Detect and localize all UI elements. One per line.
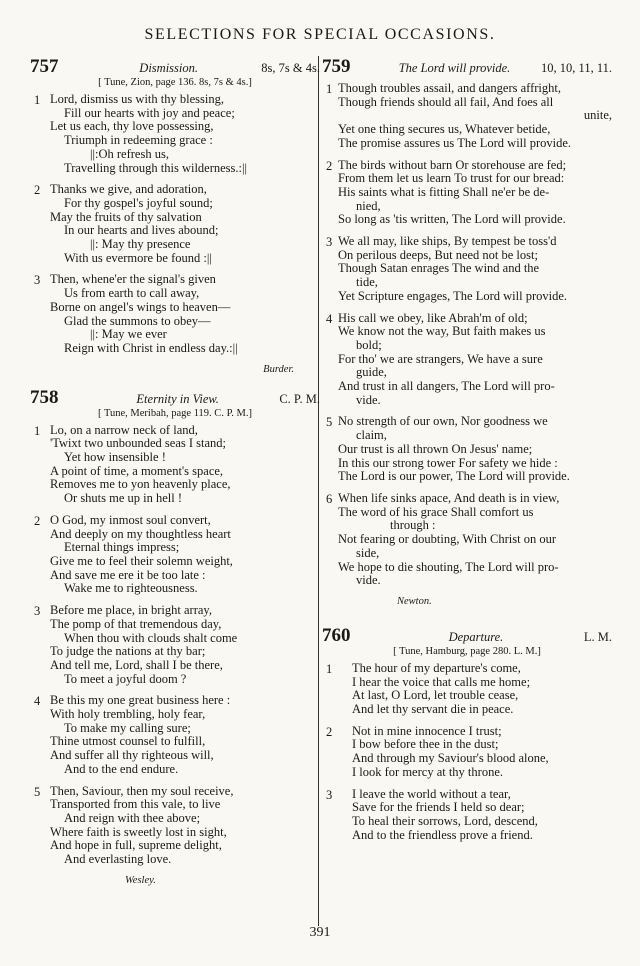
verse (322, 788, 612, 843)
verse-line: The word of his grace Shall comfort us (338, 504, 534, 519)
verse-number: 3 (34, 273, 41, 288)
verse (30, 604, 320, 686)
verse-line: When life sinks apace, And death is in view, (338, 490, 560, 505)
verse-line: No strength of our own, Nor goodness we (338, 414, 548, 429)
tune-reference: [ Tune, Meribah, page 119. C. P. M.] (98, 407, 252, 419)
verse-line: The hour of my departure's come, (352, 660, 521, 675)
verse-line: And tell me, Lord, shall I be there, (50, 657, 223, 672)
verse-line: And reign with thee above; (64, 810, 201, 825)
verse-line: A point of time, a moment's space, (50, 463, 224, 478)
verse (30, 785, 320, 867)
verse-line: Thine utmost counsel to fulfill, (50, 734, 206, 749)
verse-line: Borne on angel's wings to heaven— (50, 299, 231, 314)
verse-line: nied, (356, 198, 381, 213)
verse-line: His saints what is fitting Shall ne'er be de- (338, 184, 550, 199)
hymn-meter: C. P. M. (279, 391, 320, 406)
verse-number: 1 (34, 423, 41, 438)
hymn-header (322, 56, 612, 76)
verse-number: 2 (34, 513, 41, 528)
verse-line: Though friends should all fail, And foes all (338, 94, 554, 109)
verse-line: We hope to die shouting, The Lord will pro- (338, 559, 559, 574)
verse-line: To judge the nations at thy bar; (50, 644, 206, 659)
verse (322, 492, 612, 588)
verse-line: On perilous deeps, But need not be lost; (338, 247, 538, 262)
verse-line: vide. (356, 573, 381, 588)
verse-line: Yet Scripture engages, The Lord will provide. (338, 288, 568, 303)
verse-line: claim, (356, 428, 387, 443)
verse (322, 725, 612, 780)
verse-number: 5 (34, 784, 41, 799)
page-header: SELECTIONS FOR SPECIAL OCCASIONS. (144, 26, 496, 43)
verse-line: In this our strong tower For safety we hide : (338, 455, 558, 470)
verse-line: unite, (583, 108, 612, 123)
verse-line: We know not the way, But faith makes us (338, 324, 546, 339)
verse (322, 312, 612, 408)
verse-line: I leave the world without a tear, (352, 786, 511, 801)
hymn-verses (322, 82, 612, 588)
verse-number: 2 (326, 158, 333, 173)
verse-line: O God, my inmost soul convert, (50, 512, 211, 527)
verse-line: And to the end endure. (64, 761, 179, 776)
verse-line: Where faith is sweetly lost in sight, (50, 824, 227, 839)
verse-line: Be this my one great business here : (50, 693, 231, 708)
verse-number: 6 (326, 491, 333, 506)
hymn-verses (30, 424, 320, 867)
verse-line: And suffer all thy righteous will, (50, 748, 214, 763)
verse-number: 4 (326, 311, 333, 326)
verse-line: At last, O Lord, let trouble cease, (352, 688, 519, 703)
verse-number: 2 (326, 724, 333, 739)
verse-line: Triumph in redeeming grace : (64, 133, 213, 148)
hymn-author: Newton. (397, 595, 432, 607)
tune-reference: [ Tune, Zion, page 136. 8s, 7s & 4s.] (98, 77, 252, 88)
hymn-title: Dismission. (139, 61, 198, 75)
verse (30, 694, 320, 776)
verse-line: ||: May we ever (90, 327, 167, 342)
verse-line: And let thy servant die in peace. (352, 702, 514, 717)
verse (322, 662, 612, 717)
verse-line: So long as 'tis written, The Lord will provide. (338, 212, 566, 227)
verse-line: side, (356, 545, 380, 560)
verse-line: Give me to feel their solemn weight, (50, 553, 233, 568)
page-number: 391 (309, 925, 331, 940)
verse-line: Though Satan enrages The wind and the (338, 261, 540, 276)
verse-line: Wake me to righteousness. (64, 581, 198, 596)
verse-line: ||: May thy presence (90, 237, 191, 252)
hymn-757 (30, 56, 320, 375)
verse-line: Save for the friends I held so dear; (352, 800, 525, 815)
hymn-title: Departure. (448, 629, 504, 644)
verse-number: 1 (326, 82, 333, 96)
verse-line: And everlasting love. (64, 852, 172, 867)
verse-line: Not fearing or doubting, With Christ on our (338, 532, 556, 547)
verse-line: Reign with Christ in endless day.:|| (64, 340, 238, 355)
verse-line: Thanks we give, and adoration, (50, 182, 207, 197)
verse-line: The birds without barn Or storehouse are fed; (338, 157, 567, 172)
hymn-number: 760 (322, 624, 351, 646)
verse-line: And deeply on my thoughtless heart (50, 526, 231, 541)
verse-number: 5 (326, 415, 333, 430)
verse-line: May the fruits of thy salvation (50, 209, 202, 224)
verse-line: And save me ere it be too late : (50, 567, 206, 582)
verse-line: The pomp of that tremendous day, (50, 616, 222, 631)
verse-line: tide, (356, 275, 378, 290)
verse-line: Our trust is all thrown On Jesus' name; (338, 441, 533, 456)
verse-line: I hear the voice that calls me home; (352, 674, 531, 689)
verse-line: The Lord is our power, The Lord will provide. (338, 469, 570, 484)
hymn-number: 758 (30, 386, 59, 408)
verse-line: With us evermore be found :|| (64, 250, 212, 265)
verse-line: And to the friendless prove a friend. (352, 827, 533, 842)
verse-line: To heal their sorrows, Lord, descend, (352, 813, 538, 828)
verse-line: bold; (356, 337, 382, 352)
verse-number: 1 (326, 661, 333, 676)
verse-line: Transported from this vale, to live (50, 797, 221, 812)
left-column (30, 56, 320, 898)
hymn-759 (322, 56, 612, 607)
verse-line: To meet a joyful doom ? (64, 671, 187, 686)
verse-line: In our hearts and lives abound; (64, 223, 219, 238)
verse-number: 1 (34, 93, 41, 107)
verse-line: Not in mine innocence I trust; (352, 723, 502, 738)
verse-number: 3 (34, 604, 41, 619)
verse-line: Then, whene'er the signal's given (50, 272, 216, 287)
verse-line: Eternal things impress; (64, 540, 180, 555)
verse-line: And trust in all dangers, The Lord will pro- (338, 379, 555, 394)
verse-line: Lord, dismiss us with thy blessing, (50, 92, 224, 106)
verse (322, 82, 612, 151)
verse (30, 424, 320, 506)
verse-line: Then, Saviour, then my soul receive, (50, 783, 234, 798)
tune-reference: [ Tune, Hamburg, page 280. L. M.] (393, 645, 541, 657)
verse (30, 183, 320, 265)
verse-line: From them let us learn To trust for our bread: (338, 171, 565, 186)
hymn-author: Wesley. (125, 874, 156, 886)
verse-line: Yet one thing secures us, Whatever betide, (338, 122, 551, 137)
hymn-title: The Lord will provide. (398, 61, 511, 75)
verse-line: through : (390, 518, 436, 533)
hymn-meter: 10, 10, 11, 11. (541, 61, 612, 75)
verse-line: Fill our hearts with joy and peace; (64, 105, 235, 120)
hymn-author: Burder. (263, 363, 294, 375)
verse-line: Let us each, thy love possessing, (50, 119, 214, 134)
verse-line: For tho' we are strangers, We have a sure (338, 351, 543, 366)
hymn-meter: 8s, 7s & 4s. (261, 61, 320, 75)
hymn-number: 757 (30, 56, 59, 77)
verse-number: 4 (34, 694, 41, 709)
verse-line: To make my calling sure; (64, 720, 191, 735)
verse-line: Glad the summons to obey— (64, 313, 211, 328)
verse (322, 235, 612, 304)
right-column (322, 56, 612, 850)
hymn-header (30, 387, 320, 407)
verse-line: I bow before thee in the dust; (352, 737, 499, 752)
verse-line: ||:Oh refresh us, (90, 146, 169, 161)
hymn-header (322, 625, 612, 645)
verse-line: With holy trembling, holy fear, (50, 707, 206, 722)
hymn-760 (322, 625, 612, 842)
verse-line: I look for mercy at thy throne. (352, 764, 503, 779)
hymn-verses (322, 662, 612, 842)
hymn-number: 759 (322, 56, 351, 77)
verse (30, 273, 320, 355)
verse-line: vide. (356, 392, 381, 407)
hymn-title: Eternity in View. (136, 391, 219, 406)
verse-number: 2 (34, 183, 41, 198)
hymn-verses (30, 93, 320, 356)
verse-line: We all may, like ships, By tempest be toss'd (338, 234, 557, 249)
verse-line: And through my Saviour's blood alone, (352, 751, 549, 766)
verse (30, 514, 320, 596)
hymn-header (30, 56, 320, 76)
verse-line: When thou with clouds shalt come (64, 630, 238, 645)
verse (30, 93, 320, 175)
verse-line: Removes me to yon heavenly place, (50, 477, 231, 492)
verse-line: The promise assures us The Lord will provide. (338, 135, 572, 150)
verse-line: And hope in full, supreme delight, (50, 838, 222, 853)
verse-line: Or shuts me up in hell ! (64, 491, 183, 506)
verse-line: guide, (356, 365, 387, 380)
verse (322, 159, 612, 228)
verse-line: Yet how insensible ! (64, 450, 166, 465)
verse-line: 'Twixt two unbounded seas I stand; (50, 436, 227, 451)
verse (322, 415, 612, 484)
verse-line: His call we obey, like Abrah'm of old; (338, 310, 528, 325)
hymn-meter: L. M. (583, 629, 612, 644)
verse-number: 3 (326, 235, 333, 250)
verse-line: Though troubles assail, and dangers affright, (338, 81, 561, 95)
verse-line: Us from earth to call away, (64, 286, 200, 301)
verse-line: Lo, on a narrow neck of land, (50, 422, 198, 437)
verse-line: Travelling through this wilderness.:|| (64, 160, 248, 175)
verse-line: Before me place, in bright array, (50, 603, 212, 618)
hymn-758 (30, 387, 320, 886)
verse-number: 3 (326, 787, 333, 802)
verse-line: For thy gospel's joyful sound; (64, 195, 213, 210)
